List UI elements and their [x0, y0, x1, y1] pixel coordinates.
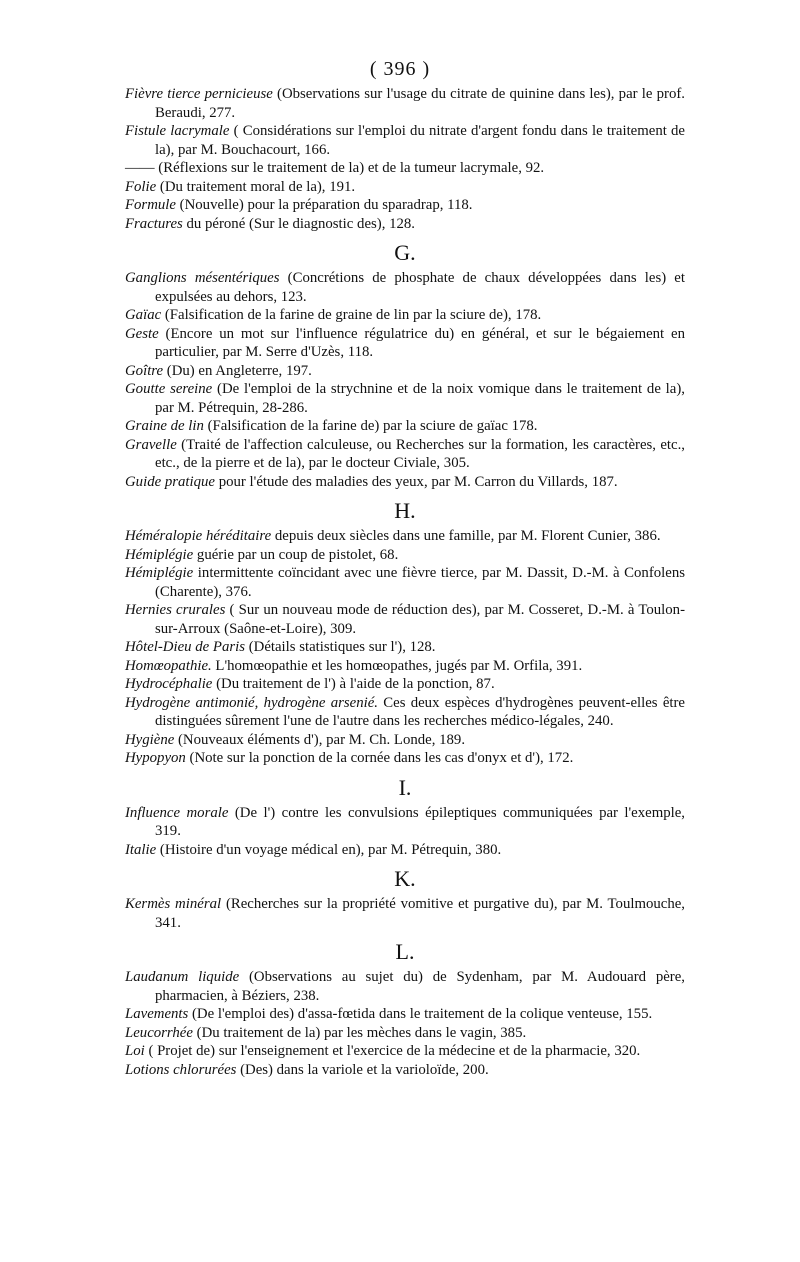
index-section	[125, 859, 685, 932]
entry-term: Hernies crurales	[125, 602, 226, 618]
index-entry	[125, 804, 685, 841]
entry-term: Hypopyon	[125, 750, 186, 766]
entry-text: (De l') contre les convulsions épileptiques communiquées par l'exemple, 319.	[155, 804, 685, 839]
index-entry	[125, 564, 685, 601]
entry-term: Hémiplégie	[125, 546, 194, 563]
entry-term: Hôtel-Dieu de Paris	[125, 639, 245, 655]
entry-text: (Du traitement de l') à l'aide de la ponction, 87.	[212, 676, 495, 692]
entry-text: (Observations au sujet du) de Sydenham, par M. Audouard père, pharmacien, à Béziers, 238.	[155, 969, 685, 1004]
entry-text: —— (Réflexions sur le traitement de la) et de la tumeur lacrymale, 92.	[125, 160, 545, 176]
entry-text: ( Projet de) sur l'enseignement et l'exercice de la médecine et de la pharmacie, 320.	[144, 1043, 641, 1059]
entry-text: (Histoire d'un voyage médical en), par M. Pétrequin, 380.	[156, 841, 502, 858]
index-entry	[125, 1061, 685, 1080]
index-entry	[125, 1042, 685, 1061]
index-entry	[125, 417, 685, 436]
section-letter: G.	[394, 240, 416, 265]
entry-text: L'homœopathie et les homœopathes, jugés par M. Orfila, 391.	[211, 657, 583, 674]
section-letter: K.	[394, 866, 416, 891]
entry-term: Hydrocéphalie	[125, 676, 213, 692]
entry-term: Hygiène	[125, 731, 175, 748]
index-entry	[125, 178, 685, 197]
index-entry	[125, 731, 685, 750]
index-section	[125, 233, 685, 491]
index-entry	[125, 895, 685, 932]
index-entry	[125, 841, 685, 860]
section-letter: H.	[394, 498, 416, 523]
entry-term: Ganglions mésentériques	[125, 270, 280, 286]
index-entry	[125, 122, 685, 159]
index-entry	[125, 1005, 685, 1024]
entry-text: (Encore un mot sur l'influence régulatrice du) en général, et sur le bégaiement en particulier, par M. Serre d'Uzès, 118.	[155, 325, 685, 360]
index-entry	[125, 657, 685, 676]
entry-text: intermittente coïncidant avec une fièvre tierce, par M. Dassit, D.-M. à Confolens (Charente), 376.	[155, 565, 685, 600]
entry-text: (Du traitement moral de la), 191.	[156, 178, 356, 195]
index-entry	[125, 380, 685, 417]
index-entry	[125, 601, 685, 638]
index-entry	[125, 675, 685, 694]
index-entry	[125, 694, 685, 731]
entry-term: Goutte sereine	[125, 381, 213, 397]
entry-text: (De l'emploi des) d'assa-fœtida dans le traitement de la colique venteuse, 155.	[188, 1006, 653, 1022]
index-entry	[125, 968, 685, 1005]
entry-text: (De l'emploi de la strychnine et de la noix vomique dans le traitement de la), par M. Pétrequin, 28-286.	[155, 381, 685, 416]
page-number: ( 396 )	[369, 58, 431, 80]
entry-text: guérie par un coup de pistolet, 68.	[193, 546, 399, 563]
entry-term: Formule	[125, 197, 176, 213]
entry-term: Laudanum liquide	[125, 969, 240, 985]
entry-text: depuis deux siècles dans une famille, par M. Florent Cunier, 386.	[271, 528, 661, 544]
entry-text: (Concrétions de phosphate de chaux développées dans les) et expulsées au dehors, 123.	[155, 270, 685, 305]
entry-term: Fractures	[125, 215, 183, 232]
index-entry	[125, 362, 685, 381]
entry-term: Influence morale	[125, 804, 229, 821]
index-entry	[125, 159, 685, 178]
index-section	[125, 491, 685, 768]
entry-term: Graine de lin	[125, 418, 204, 434]
section-letter: I.	[398, 774, 412, 800]
entry-text: (Recherches sur la propriété vomitive et purgative du), par M. Toulmouche, 341.	[155, 896, 686, 931]
index-entry	[125, 306, 685, 325]
index-section	[125, 932, 685, 1079]
index-content	[125, 85, 685, 1079]
entry-term: Folie	[125, 178, 157, 195]
entry-term: Héméralopie héréditaire	[125, 528, 272, 544]
entry-term: Kermès minéral	[125, 896, 222, 912]
entry-text: (Détails statistiques sur l'), 128.	[245, 639, 436, 655]
entry-term: Loi	[125, 1043, 145, 1059]
entry-text: (Du) en Angleterre, 197.	[163, 362, 312, 379]
entry-term: Hémiplégie	[125, 565, 194, 581]
entry-term: Gaïac	[125, 307, 162, 323]
index-entry	[125, 436, 685, 473]
entry-term: Lotions chlorurées	[125, 1061, 237, 1078]
entry-text: (Observations sur l'usage du citrate de quinine dans les), par le prof. Beraudi, 277.	[155, 86, 685, 121]
index-entry	[125, 527, 685, 546]
index-entry	[125, 196, 685, 215]
entry-text: (Falsification de la farine de) par la sciure de gaïac 178.	[203, 418, 538, 434]
entry-text: (Falsification de la farine de graine de lin par la sciure de), 178.	[161, 307, 542, 323]
entry-term: Hydrogène antimonié, hydrogène arsenié.	[125, 694, 378, 711]
index-entry	[125, 269, 685, 306]
index-entry	[125, 473, 685, 492]
entry-term: Fistule lacrymale	[125, 123, 230, 139]
index-entry	[125, 1024, 685, 1043]
entry-text: pour l'étude des maladies des yeux, par M. Carron du Villards, 187.	[215, 473, 618, 490]
entry-text: (Note sur la ponction de la cornée dans les cas d'onyx et d'), 172.	[185, 750, 574, 766]
section-letter: L.	[395, 939, 415, 964]
entry-term: Geste	[125, 325, 159, 342]
entry-term: Fièvre tierce pernicieuse	[125, 86, 273, 102]
entry-term: Gravelle	[125, 436, 177, 453]
entry-text: (Traité de l'affection calculeuse, ou Recherches sur la formation, les caractères, etc., etc., de la pierre et de la), par le docteur Civiale, 305.	[155, 436, 685, 471]
entry-term: Lavements	[125, 1006, 189, 1022]
index-entry	[125, 749, 685, 768]
entry-term: Italie	[125, 841, 157, 858]
entry-term: Homœopathie.	[125, 657, 212, 674]
index-section	[125, 768, 685, 860]
entry-text: du péroné (Sur le diagnostic des), 128.	[182, 215, 415, 232]
entry-term: Leucorrhée	[125, 1024, 193, 1041]
entry-text: (Nouvelle) pour la préparation du sparadrap, 118.	[175, 197, 473, 213]
index-section	[125, 85, 685, 233]
entry-term: Goître	[125, 362, 164, 379]
entry-text: Ces deux espèces d'hydrogènes peuvent-elles être distinguées sûrement l'une de l'autre dans les recherches médico-légales, 240.	[155, 694, 685, 729]
index-entry	[125, 325, 685, 362]
index-entry	[125, 638, 685, 657]
entry-text: (Du traitement de la) par les mèches dans le vagin, 385.	[192, 1024, 527, 1041]
entry-text: ( Sur un nouveau mode de réduction des), par M. Cosseret, D.-M. à Toulon-sur-Arroux (Saône-et-Loire), 309.	[155, 602, 685, 637]
entry-term: Guide pratique	[125, 473, 216, 490]
index-entry	[125, 85, 685, 122]
index-entry	[125, 546, 685, 565]
index-entry	[125, 215, 685, 234]
entry-text: (Nouveaux éléments d'), par M. Ch. Londe, 189.	[174, 731, 466, 748]
entry-text: (Des) dans la variole et la varioloïde, 200.	[236, 1061, 489, 1078]
entry-text: ( Considérations sur l'emploi du nitrate d'argent fondu dans le traitement de la), par M. Bouchacourt, 166.	[155, 123, 685, 158]
